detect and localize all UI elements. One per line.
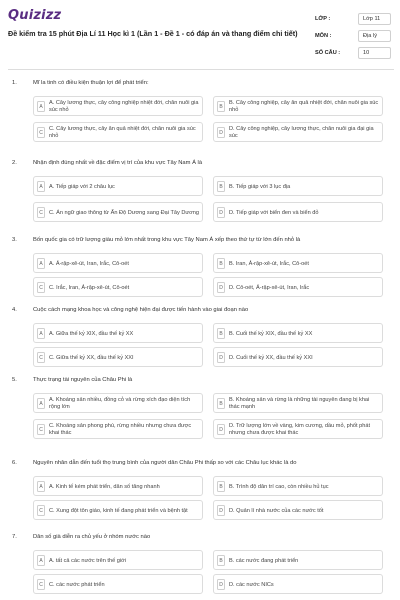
option-c[interactable] xyxy=(33,277,203,297)
option-letter: A xyxy=(37,181,45,192)
option-d[interactable] xyxy=(213,202,383,222)
meta-subject-label: MÔN : xyxy=(315,33,332,39)
meta-count xyxy=(315,46,395,63)
option-d[interactable] xyxy=(213,574,383,594)
option-letter: C xyxy=(37,127,45,138)
question-number: 5. xyxy=(12,377,17,383)
option-d[interactable] xyxy=(213,277,383,297)
question-text: Mĩ la tinh có điều kiện thuận lợi để phát triển: xyxy=(33,80,149,86)
header-divider xyxy=(8,69,394,70)
option-text: B. Tiếp giáp với 3 lục địa xyxy=(229,183,291,190)
option-d[interactable] xyxy=(213,419,383,439)
option-text: B. Khoáng sản và rừng là những tài nguyên đang bị khai thác mạnh xyxy=(229,397,370,410)
option-d[interactable] xyxy=(213,500,383,520)
option-a[interactable] xyxy=(33,176,203,196)
option-text: C. Cây lương thực, cây ăn quả nhiệt đới, chăn nuôi gia súc nhỏ xyxy=(49,126,196,139)
option-letter: C xyxy=(37,352,45,363)
option-b[interactable] xyxy=(213,176,383,196)
option-letter: C xyxy=(37,505,45,516)
option-letter: A xyxy=(37,101,45,112)
meta-count-label: SỐ CÂU : xyxy=(315,50,341,56)
question-number: 3. xyxy=(12,237,17,243)
option-text: D. Quản lí nhà nước của các nước tốt xyxy=(229,507,324,514)
question-number: 6. xyxy=(12,460,17,466)
option-a[interactable] xyxy=(33,550,203,570)
option-text: C. các nước phát triển xyxy=(49,581,105,588)
option-a[interactable] xyxy=(33,393,203,413)
option-text: D. Trữ lượng lớn về vàng, kim cương, dầu mỏ, phốt phát nhưng chưa được khai thác xyxy=(229,423,371,436)
option-text: D. Tiếp giáp với biển đen và biển đỏ xyxy=(229,209,319,216)
option-text: B. Trình độ dân trí cao, còn nhiều hủ tục xyxy=(229,483,329,490)
option-letter: C xyxy=(37,282,45,293)
option-text: D. các nước NICs xyxy=(229,581,274,588)
option-text: A. Kinh tế kém phát triển, dân số tăng nhanh xyxy=(49,483,160,490)
option-letter: D xyxy=(217,505,225,516)
option-letter: C xyxy=(37,207,45,218)
option-b[interactable] xyxy=(213,323,383,343)
option-letter: B xyxy=(217,258,225,269)
option-c[interactable] xyxy=(33,500,203,520)
option-text: D. Cây công nghiệp, cây lương thực, chăn nuôi gia đại gia súc xyxy=(229,126,374,139)
option-text: D. Cô-oét, Ả-rập-xê-út, Iran, Irắc xyxy=(229,284,310,291)
worksheet-meta xyxy=(315,12,395,63)
meta-class-label: LỚP : xyxy=(315,16,331,22)
option-letter: D xyxy=(217,207,225,218)
option-a[interactable] xyxy=(33,96,203,116)
question-text: Bốn quốc gia có trữ lượng giàu mỏ lớn nhất trong khu vực Tây Nam Á xếp theo thứ tự từ lớn đến nhỏ là xyxy=(33,237,301,243)
meta-subject-value: Địa lý xyxy=(358,30,391,42)
option-letter: C xyxy=(37,579,45,590)
option-text: B. Cuối thế kỷ XIX, đầu thế kỷ XX xyxy=(229,330,313,337)
option-letter: B xyxy=(217,181,225,192)
option-letter: D xyxy=(217,282,225,293)
option-text: A. Khoáng sản nhiều, đồng cỏ và rừng xích đạo diện tích rộng lớn xyxy=(49,397,191,410)
option-text: B. các nước đang phát triển xyxy=(229,557,299,564)
option-text: B. Iran, Ả-rập-xê-út, Irắc, Cô-oét xyxy=(229,260,309,267)
option-text: A. Cây lương thực, cây công nghiệp nhiệt đới, chăn nuôi gia súc nhỏ xyxy=(49,100,199,113)
option-letter: A xyxy=(37,258,45,269)
option-c[interactable] xyxy=(33,202,203,222)
option-b[interactable] xyxy=(213,96,383,116)
meta-subject xyxy=(315,29,395,46)
option-letter: B xyxy=(217,481,225,492)
option-text: C. Khoáng sản phong phú, rừng nhiều nhưng chưa được khai thác xyxy=(49,423,192,436)
option-b[interactable] xyxy=(213,476,383,496)
option-letter: B xyxy=(217,328,225,339)
option-text: C. Án ngữ giao thông từ Ấn Độ Dương sang Đại Tây Dương xyxy=(49,209,200,216)
option-a[interactable] xyxy=(33,476,203,496)
question-text: Thực trạng tài nguyên của Châu Phi là xyxy=(33,377,133,383)
option-text: A. Giữa thế kỷ XIX, đầu thế kỷ XX xyxy=(49,330,134,337)
option-text: C. Xung đột tôn giáo, kinh tế đang phát triển và bệnh tật xyxy=(49,507,188,514)
option-text: A. Tiếp giáp với 2 châu lục xyxy=(49,183,115,190)
option-d[interactable] xyxy=(213,122,383,142)
question-number: 4. xyxy=(12,307,17,313)
quizizz-logo: Quizizz xyxy=(8,8,62,23)
option-letter: A xyxy=(37,398,45,409)
option-c[interactable] xyxy=(33,122,203,142)
question-text: Nhận định đúng nhất về đặc điểm vị trí của khu vực Tây Nam Á là xyxy=(33,160,203,166)
option-b[interactable] xyxy=(213,253,383,273)
option-a[interactable] xyxy=(33,323,203,343)
option-text: B. Cây công nghiệp, cây ăn quả nhiệt đới, chăn nuôi gia súc nhỏ xyxy=(229,100,379,113)
option-text: D. Cuối thế kỷ XX, đầu thế kỷ XXI xyxy=(229,354,313,361)
question-text: Dân số già diễn ra chủ yếu ở nhóm nước nào xyxy=(33,534,151,540)
option-b[interactable] xyxy=(213,393,383,413)
option-c[interactable] xyxy=(33,419,203,439)
question-text: Nguyên nhân dẫn đến tuổi thọ trung bình của người dân Châu Phi thấp so với các Châu lục khác là do xyxy=(33,460,297,466)
meta-count-value: 10 xyxy=(358,47,391,59)
option-letter: A xyxy=(37,481,45,492)
worksheet-header xyxy=(0,0,400,70)
meta-class xyxy=(315,12,395,29)
option-letter: D xyxy=(217,424,225,435)
option-d[interactable] xyxy=(213,347,383,367)
option-b[interactable] xyxy=(213,550,383,570)
question-text: Cuộc cách mạng khoa học và công nghệ hiện đại được tiến hành vào giai đoạn nào xyxy=(33,307,249,313)
option-letter: D xyxy=(217,579,225,590)
option-text: A. tất cả các nước trên thế giới xyxy=(49,557,126,564)
question-number: 1. xyxy=(12,80,17,86)
option-letter: D xyxy=(217,127,225,138)
option-c[interactable] xyxy=(33,574,203,594)
option-letter: A xyxy=(37,555,45,566)
meta-class-value: Lớp 11 xyxy=(358,13,391,25)
option-text: A. Ả-rập-xê-út, Iran, Irắc, Cô-oét xyxy=(49,260,129,267)
option-text: C. Giữa thế kỷ XX, đầu thế kỷ XXI xyxy=(49,354,134,361)
option-letter: D xyxy=(217,352,225,363)
question-number: 7. xyxy=(12,534,17,540)
option-letter: B xyxy=(217,101,225,112)
question-number: 2. xyxy=(12,160,17,166)
option-letter: B xyxy=(217,555,225,566)
worksheet-title: Đề kiểm tra 15 phút Địa Lí 11 Học kì 1 (Lần 1 - Đề 1 - có đáp án và thang điểm chi tiết) xyxy=(8,29,298,38)
option-letter: B xyxy=(217,398,225,409)
option-a[interactable] xyxy=(33,253,203,273)
option-letter: C xyxy=(37,424,45,435)
option-c[interactable] xyxy=(33,347,203,367)
option-letter: A xyxy=(37,328,45,339)
option-text: C. Irắc, Iran, Ả-rập-xê-út, Cô-oét xyxy=(49,284,130,291)
